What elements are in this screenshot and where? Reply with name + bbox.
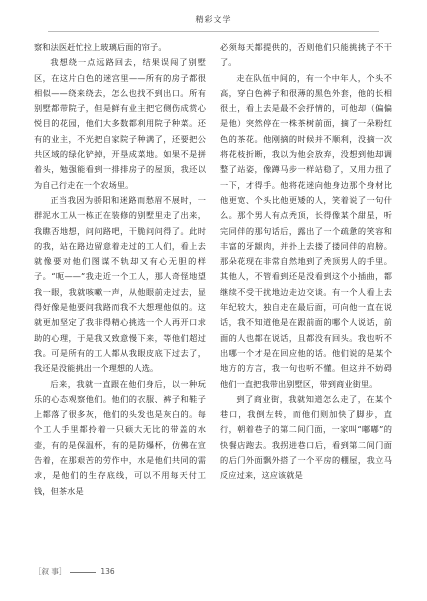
running-header bbox=[0, 0, 427, 38]
footer-bracket-close: ］ bbox=[58, 567, 67, 576]
header-divider bbox=[48, 31, 379, 32]
page-footer bbox=[34, 566, 115, 577]
footer-section: 叙 事 bbox=[41, 567, 59, 576]
continued-paragraph: 必须每天都提供的，否则他们只能挑挑子不干了。 bbox=[220, 42, 392, 68]
right-text-column bbox=[220, 40, 392, 484]
paragraph: 正当我因为骄阳和迷路而愁眉不展时，一群泥水工从一栋正在装修的别墅里走了出来，我瞧否地想，问问路吧，干脆问问得了。此时的我，站在路边留意着走过的工人们，看上去就像要对他们图谋不轨却又有心无胆的样子。“呃——”我走近一个工人，那人奇怪地望我一眼，我就咳嗽一声，从他眼前走过去，显得好像是他要问我路而我不大想理他似的。这就更加坚定了我非得精心挑选一个人再开口求助的心理，于是我又致意慢下来，等他们超过我。可是所有的工人都从我眼皮底下过去了，我还是没能挑出一个理想的人选。 bbox=[34, 194, 206, 374]
continued-paragraph: 察和法医赶忙拉上玻璃后面的帘子。 bbox=[34, 42, 167, 52]
page-number: 136 bbox=[100, 567, 115, 576]
paragraph: 走在队伍中间的，有一个中年人，个头不高，穿白色裤子和很薄的黑色外套，他的长相很土，看上去是最不会抒情的，可他却（偏偏是他）突然停在一株茶树前面，摘了一朵粉红色的茶花。他刚摘的时候并不顺利，没摘一次将花枝折断，我以为他会放弃，没想到他却调整了站姿，像蹲马步一样站稳了，又用力扭了一下，才得手。他将花迷向他身边那个身材比他更宽、个头比他更矮的人，笑着说了一句什么。那个男人有点秃顶，长得像某个甜星，听完同伴的那句话后，露出了一个疏惫的笑容和丰富的牙龈肉，并扑上去搂了搂同伴的肩膀。那朵花现在非常自然地到了秃顶男人的手里。其他人，不管看到还是没看到这个小插曲，都继续不受干扰地边走边交谈。有一个人看上去年纪较大，独自走在最后面，可向他一直在说话，我不知道他是在跟前面的哪个人说话，前面的人也都在说话，且都没有回头。我也听不出哪一个才是在回应他的话。他们说的是某个地方的方言，我一句也听不懂。但这并不妨碍他们一直把我带出别墅区，带到商业街里。 bbox=[220, 72, 392, 389]
footer-rule bbox=[70, 572, 96, 573]
footer-bracket-open: ［ bbox=[34, 567, 42, 576]
left-text-column bbox=[34, 40, 206, 499]
paragraph: 到了商业街，我就知道怎么走了，在某个巷口，我倒左转，而他们则加快了脚步，直行，朝着巷子的第二间门面，一家叫“嘟嘟”的快餐店跑去。我拐进巷口后，看到第二间门面的后门外面飘外搭了一个平房的棚屋，我立马反应过来，这应该就是 bbox=[220, 393, 392, 481]
paragraph: 后来，我就一直跟在他们身后，以一种玩乐的心态观察他们。他们的衣服、裤子和鞋子上都落了很多灰，他们的头发也是灰白的。每个工人手里都拎着一只硕大无比的带盖的水壶，有的是保温杯，有的是防爆杯，仿佛在宣告着，在那艰苦的劳作中，水是他们共同的需求，是他们的生存底线，可以不用每天付工钱，但茶水是 bbox=[34, 378, 206, 496]
paragraph: 我想绕一点远路回去，结果误闯了别墅区，在这片白色的迷宫里——所有的房子都很相似——绕来绕去，怎么也找不到出口。所有别墅都带院子，但是鲜有业主把它侧伤成赏心悦目的花园，他们大多数都利用院子种菜。还有的业主，不光把自家院子种满了，还要把公共区域的绿化铲掉，开垦成菜地。如果不是拼着头，勉强能看到一排排房子的屋顶，我还以为自己行走在一个农场里。 bbox=[34, 57, 206, 190]
journal-title: 精彩文学 bbox=[195, 15, 232, 24]
